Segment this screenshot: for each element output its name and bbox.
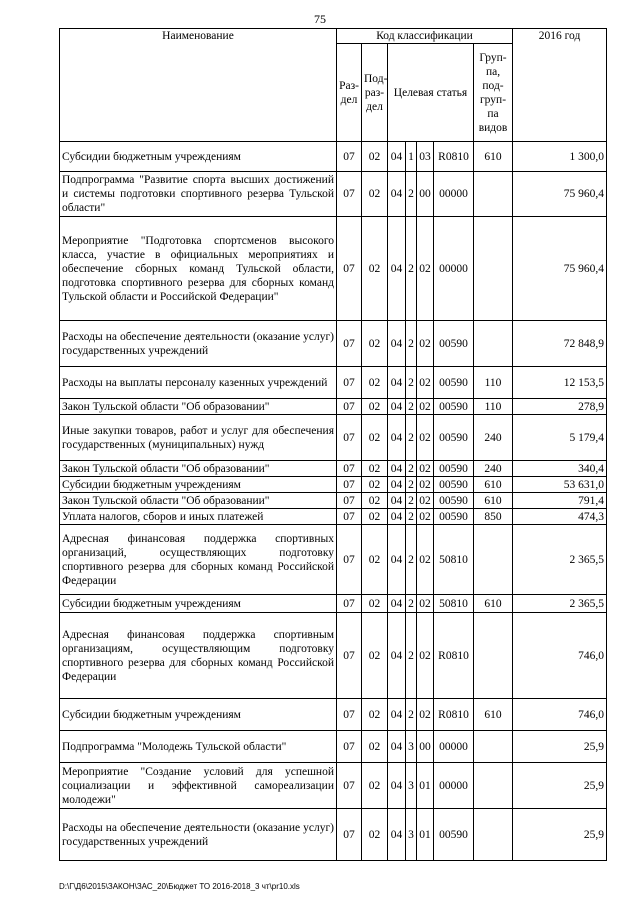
table-row	[60, 321, 607, 367]
row-razdel: 07	[337, 477, 362, 493]
row-razdel: 07	[337, 809, 362, 861]
table-row	[60, 367, 607, 399]
row-sum: 278,9	[513, 399, 607, 415]
table-row	[60, 731, 607, 763]
header-razdel: Раз- дел	[337, 44, 362, 142]
row-target-b: 2	[406, 699, 417, 731]
row-target-c: 00	[417, 731, 434, 763]
row-target-c: 02	[417, 367, 434, 399]
row-name: Мероприятие "Создание условий для успешной социализации и эффективной самореализации молодежи"	[60, 763, 337, 809]
row-sum: 340,4	[513, 461, 607, 477]
row-target-a: 04	[388, 613, 406, 699]
row-razdel: 07	[337, 763, 362, 809]
row-target-c: 02	[417, 509, 434, 525]
row-target-d: 00000	[434, 763, 474, 809]
row-target-b: 2	[406, 415, 417, 461]
row-target-a: 04	[388, 809, 406, 861]
row-name: Адресная финансовая поддержка спортивных организаций, осуществляющих подготовку спортивного резерва для сборных команд Российской Федерации	[60, 525, 337, 595]
row-sum: 1 300,0	[513, 142, 607, 172]
row-name: Закон Тульской области "Об образовании"	[60, 493, 337, 509]
row-podrazdel: 02	[362, 613, 388, 699]
row-group: 610	[474, 142, 513, 172]
row-sum: 25,9	[513, 731, 607, 763]
row-target-c: 03	[417, 142, 434, 172]
row-podrazdel: 02	[362, 525, 388, 595]
header-podrazdel: Под- раз- дел	[362, 44, 388, 142]
row-name: Адресная финансовая поддержка спортивным организациям, осуществляющим подготовку спортивного резерва для сборных команд Российской Федерации	[60, 613, 337, 699]
table-row	[60, 477, 607, 493]
table-row	[60, 809, 607, 861]
row-target-d: 00590	[434, 415, 474, 461]
row-razdel: 07	[337, 172, 362, 217]
row-group: 610	[474, 493, 513, 509]
row-target-d: 00000	[434, 172, 474, 217]
table-row	[60, 595, 607, 613]
row-razdel: 07	[337, 461, 362, 477]
row-target-d: 00590	[434, 399, 474, 415]
budget-table	[59, 28, 607, 861]
row-target-b: 2	[406, 525, 417, 595]
row-razdel: 07	[337, 367, 362, 399]
row-target-c: 02	[417, 595, 434, 613]
row-name: Расходы на выплаты персоналу казенных учреждений	[60, 367, 337, 399]
row-target-b: 3	[406, 809, 417, 861]
row-podrazdel: 02	[362, 493, 388, 509]
row-target-a: 04	[388, 415, 406, 461]
table-row	[60, 509, 607, 525]
row-target-b: 2	[406, 509, 417, 525]
row-target-b: 2	[406, 399, 417, 415]
row-target-d: 00590	[434, 321, 474, 367]
row-razdel: 07	[337, 731, 362, 763]
row-group	[474, 731, 513, 763]
row-target-d: 00590	[434, 477, 474, 493]
header-row-top	[60, 29, 607, 44]
row-podrazdel: 02	[362, 699, 388, 731]
table-row	[60, 493, 607, 509]
row-target-a: 04	[388, 172, 406, 217]
row-target-a: 04	[388, 217, 406, 321]
row-razdel: 07	[337, 399, 362, 415]
row-podrazdel: 02	[362, 415, 388, 461]
row-target-b: 2	[406, 613, 417, 699]
row-target-c: 02	[417, 525, 434, 595]
row-target-c: 02	[417, 699, 434, 731]
row-razdel: 07	[337, 509, 362, 525]
row-target-a: 04	[388, 142, 406, 172]
row-group: 240	[474, 461, 513, 477]
row-target-d: 00590	[434, 367, 474, 399]
row-name: Субсидии бюджетным учреждениям	[60, 477, 337, 493]
row-target-b: 3	[406, 763, 417, 809]
row-group	[474, 809, 513, 861]
row-podrazdel: 02	[362, 367, 388, 399]
row-target-d: 00590	[434, 461, 474, 477]
row-target-a: 04	[388, 525, 406, 595]
row-target-a: 04	[388, 399, 406, 415]
row-group: 110	[474, 367, 513, 399]
row-podrazdel: 02	[362, 217, 388, 321]
row-target-a: 04	[388, 763, 406, 809]
row-sum: 474,3	[513, 509, 607, 525]
row-podrazdel: 02	[362, 477, 388, 493]
row-podrazdel: 02	[362, 763, 388, 809]
row-razdel: 07	[337, 699, 362, 731]
row-sum: 2 365,5	[513, 525, 607, 595]
header-code: Код классификации	[337, 29, 513, 44]
row-group: 610	[474, 699, 513, 731]
row-razdel: 07	[337, 493, 362, 509]
row-razdel: 07	[337, 415, 362, 461]
row-sum: 2 365,5	[513, 595, 607, 613]
table-row	[60, 217, 607, 321]
row-podrazdel: 02	[362, 509, 388, 525]
row-target-b: 3	[406, 731, 417, 763]
table-row	[60, 172, 607, 217]
file-path-footer: D:\Г\Д6\2015\ЗАКОН\ЗАС_20\Бюджет ТО 2016-2018_3 чт\рr10.xls	[59, 882, 300, 891]
row-group	[474, 172, 513, 217]
row-group	[474, 525, 513, 595]
row-razdel: 07	[337, 525, 362, 595]
row-sum: 12 153,5	[513, 367, 607, 399]
row-name: Уплата налогов, сборов и иных платежей	[60, 509, 337, 525]
row-target-c: 00	[417, 172, 434, 217]
row-name: Подпрограмма "Молодежь Тульской области"	[60, 731, 337, 763]
table-row	[60, 699, 607, 731]
row-sum: 75 960,4	[513, 172, 607, 217]
row-name: Расходы на обеспечение деятельности (оказание услуг) государственных учреждений	[60, 321, 337, 367]
row-name: Мероприятие "Подготовка спортсменов высокого класса, участие в официальных мероприятиях и обеспечение сборных команд Тульской области, подготовка спортивного резерва для сборных команд Тульской области и Российской Федерации"	[60, 217, 337, 321]
row-razdel: 07	[337, 321, 362, 367]
row-podrazdel: 02	[362, 809, 388, 861]
table-row	[60, 415, 607, 461]
row-target-c: 02	[417, 613, 434, 699]
row-sum: 25,9	[513, 809, 607, 861]
row-podrazdel: 02	[362, 399, 388, 415]
row-target-b: 2	[406, 321, 417, 367]
row-target-b: 2	[406, 217, 417, 321]
row-target-d: 00000	[434, 731, 474, 763]
row-target-a: 04	[388, 509, 406, 525]
row-target-d: 00590	[434, 509, 474, 525]
row-target-a: 04	[388, 477, 406, 493]
row-sum: 746,0	[513, 613, 607, 699]
row-target-b: 2	[406, 477, 417, 493]
header-target: Целевая статья	[388, 44, 474, 142]
row-name: Расходы на обеспечение деятельности (оказание услуг) государственных учреждений	[60, 809, 337, 861]
table-row	[60, 525, 607, 595]
row-sum: 791,4	[513, 493, 607, 509]
header-year: 2016 год	[513, 29, 607, 142]
row-target-d: 00000	[434, 217, 474, 321]
row-name: Иные закупки товаров, работ и услуг для обеспечения государственных (муниципальных) нужд	[60, 415, 337, 461]
row-target-d: R0810	[434, 699, 474, 731]
row-target-d: 50810	[434, 525, 474, 595]
row-target-c: 01	[417, 763, 434, 809]
row-group: 240	[474, 415, 513, 461]
row-group	[474, 763, 513, 809]
row-name: Субсидии бюджетным учреждениям	[60, 699, 337, 731]
row-group: 610	[474, 595, 513, 613]
row-target-b: 2	[406, 172, 417, 217]
row-target-c: 02	[417, 217, 434, 321]
row-target-a: 04	[388, 493, 406, 509]
row-target-c: 02	[417, 321, 434, 367]
row-target-b: 2	[406, 461, 417, 477]
row-target-d: R0810	[434, 142, 474, 172]
row-sum: 75 960,4	[513, 217, 607, 321]
row-podrazdel: 02	[362, 595, 388, 613]
row-group	[474, 217, 513, 321]
row-sum: 53 631,0	[513, 477, 607, 493]
row-target-b: 1	[406, 142, 417, 172]
row-target-a: 04	[388, 321, 406, 367]
row-sum: 746,0	[513, 699, 607, 731]
row-razdel: 07	[337, 142, 362, 172]
table-row	[60, 142, 607, 172]
row-podrazdel: 02	[362, 142, 388, 172]
row-target-a: 04	[388, 699, 406, 731]
row-target-b: 2	[406, 595, 417, 613]
row-name: Закон Тульской области "Об образовании"	[60, 399, 337, 415]
row-group	[474, 613, 513, 699]
row-target-c: 02	[417, 399, 434, 415]
row-podrazdel: 02	[362, 172, 388, 217]
row-target-b: 2	[406, 367, 417, 399]
row-razdel: 07	[337, 217, 362, 321]
row-sum: 25,9	[513, 763, 607, 809]
row-target-d: R0810	[434, 613, 474, 699]
header-name: Наименование	[60, 29, 337, 142]
row-target-d: 50810	[434, 595, 474, 613]
row-name: Субсидии бюджетным учреждениям	[60, 595, 337, 613]
row-group: 110	[474, 399, 513, 415]
row-target-a: 04	[388, 731, 406, 763]
row-podrazdel: 02	[362, 731, 388, 763]
row-target-c: 02	[417, 415, 434, 461]
table-row	[60, 461, 607, 477]
row-sum: 72 848,9	[513, 321, 607, 367]
row-name: Подпрограмма "Развитие спорта высших достижений и системы подготовки спортивного резерва Тульской области"	[60, 172, 337, 217]
table-row	[60, 613, 607, 699]
table-row	[60, 763, 607, 809]
row-target-c: 02	[417, 477, 434, 493]
row-target-c: 02	[417, 493, 434, 509]
row-group: 850	[474, 509, 513, 525]
row-target-d: 00590	[434, 493, 474, 509]
row-sum: 5 179,4	[513, 415, 607, 461]
row-target-b: 2	[406, 493, 417, 509]
row-razdel: 07	[337, 613, 362, 699]
row-target-a: 04	[388, 595, 406, 613]
row-target-d: 00590	[434, 809, 474, 861]
row-target-c: 01	[417, 809, 434, 861]
row-target-a: 04	[388, 461, 406, 477]
row-razdel: 07	[337, 595, 362, 613]
table-row	[60, 399, 607, 415]
row-podrazdel: 02	[362, 321, 388, 367]
row-name: Субсидии бюджетным учреждениям	[60, 142, 337, 172]
page-number: 75	[314, 12, 326, 26]
row-podrazdel: 02	[362, 461, 388, 477]
row-name: Закон Тульской области "Об образовании"	[60, 461, 337, 477]
header-group: Груп- па, под- груп- па видов	[474, 44, 513, 142]
row-group	[474, 321, 513, 367]
row-target-a: 04	[388, 367, 406, 399]
row-group: 610	[474, 477, 513, 493]
row-target-c: 02	[417, 461, 434, 477]
